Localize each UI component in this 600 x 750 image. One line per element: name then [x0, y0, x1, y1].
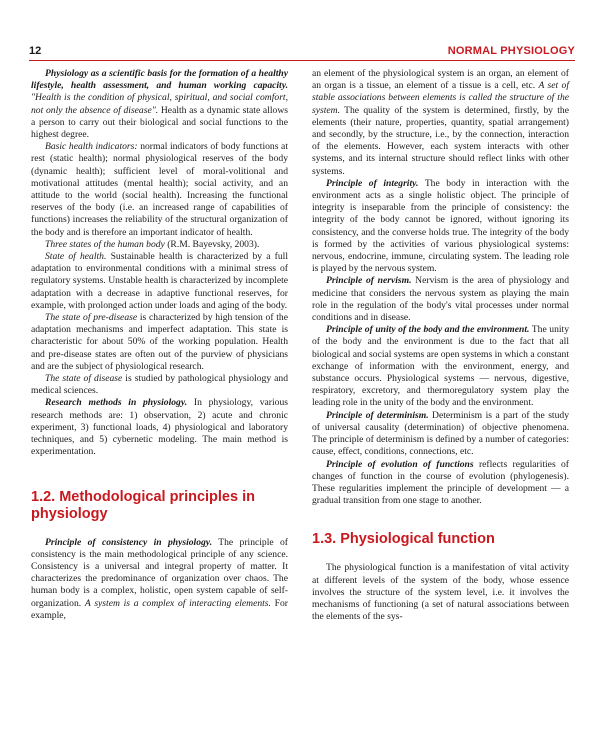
paragraph-evolution-of-functions — [312, 459, 569, 508]
page-header — [29, 43, 575, 59]
paragraph-text: is characterized by high tension of the adaptation mechanisms and imperfect adaptation. This state is characteristic for about 50% of the working population. Health and pre-disease states are often out of the purview of physicians and are the subject of physiological research. — [31, 312, 288, 372]
paragraph-lead: Principle of integrity. — [326, 177, 419, 189]
paragraph-unity-body-environment — [312, 324, 569, 409]
section-heading-1-3: 1.3. Physiological function — [312, 531, 495, 548]
section-heading-1-2: 1.2. Methodological principles in physiology — [31, 488, 255, 522]
system-definition: A system is a complex of interacting elements. — [84, 597, 271, 609]
paragraph-lead: Principle of determinism. — [326, 409, 429, 421]
paragraph-determinism — [312, 410, 569, 459]
paragraph-text: In physiology, various research methods are: 1) observation, 2) acute and chronic experiment, 3) functional loads, 4) physiological and laboratory techniques, and 5) cybernetic modeling. The main method is experimentation. — [31, 397, 288, 458]
right-column — [312, 68, 569, 623]
paragraph-text: normal indicators of body functions at rest (static health); normal physiological reserves of the body (dynamic health); sufficient level of moral-volitional and motivational attitudes (mental health); social activity, and an attitude to the world (social health). Increasing the functional reserves of the body (i.e. an increased range of capabilities of functions) increases the reliability of the structural organization of the body and is therefore an important indicator of health. — [31, 141, 288, 238]
health-definition-quote: "Health is the condition of physical, spiritual, and social comfort, not only the absence of disease". — [31, 92, 288, 116]
header-rule — [29, 60, 575, 61]
structure-definition: A set of stable associations between elements is called the structure of the system. — [312, 80, 569, 116]
left-column — [31, 68, 288, 622]
paragraph-text: The quality of the system is determined, firstly, by the elements (their nature, properties, quantity, spatial arrangement) and secondly, by the structure, i.e., by the connection, interaction of the elements. However, each system interacts with other systems, and its internal structure should reflect links with other systems. — [312, 104, 569, 177]
paragraph-health-basis — [31, 68, 288, 141]
paragraph-text: an element of the physiological system is an organ, an element of an organ is a tissue, an element of a tissue is a cell, etc. — [312, 68, 569, 92]
paragraph-lead: Research methods in physiology. — [45, 397, 188, 409]
paragraph-lead: Principle of unity of the body and the environment. — [326, 324, 530, 336]
paragraph-text: Determinism is a part of the study of universal causality (determination) of objective phenomena. The principle of determinism is defined by a number of categories: cause, effect, conditions, connections, etc. — [312, 409, 569, 458]
paragraph-lead: Principle of evolution of functions — [326, 458, 474, 470]
paragraph-text: Nervism is the area of physiology and medicine that considers the nervous system as playing the main role in the regulation of the body's vital processes under normal conditions and in disease. — [312, 275, 570, 324]
paragraph-pre-disease — [31, 312, 288, 373]
paragraph-text: The physiological function is a manifestation of vital activity at different levels of the system of the body, whose essence involves the structure of the system level, i.e. it involves the mechanisms of functioning (a set of natural associations between the elements of the sys- — [312, 562, 569, 623]
paragraph-lead: Principle of consistency in physiology. — [45, 536, 213, 548]
paragraph-text: reflects regularities of changes of function in the course of evolution (phylogenesis). These regularities implement the principle of development — a gradual transition from one stage to another. — [312, 458, 569, 507]
paragraph-three-states — [31, 239, 288, 251]
paragraph-text: (R.M. Bayevsky, 2003). — [164, 238, 260, 250]
paragraph-text: The unity of the body and the environment is due to the fact that all biological and social systems are open systems in which a constant exchange of information with the environment, energy, and substance occurs. Physiological systems — nervous, digestive, respiratory, excretory, and thermoregulatory system play the leading role in the unity of the body and the environment. — [312, 324, 569, 409]
paragraph-text: The body in interaction with the environment acts as a single holistic object. The principle of integrity is inseparable from the principle of consistency: the integrity of the body cannot be ignored, without ignoring its consistency, and the converse holds true. The integrity of the body is formed by the activities of various physiological systems: nervous, endocrine, immune, circulating system. The leading role is played by the nervous system. — [312, 177, 569, 275]
paragraph-disease — [31, 373, 288, 397]
paragraph-text: Sustainable health is characterized by a full adaptation to environmental conditions with a minimal stress of regulatory systems. Unstable health is characterized by incomplete adaptation with a decrease in adaptive functional reserves, for example, with prolonged action under loads and aging of the body. — [31, 251, 289, 311]
paragraph-lead: The state of disease — [45, 373, 123, 385]
paragraph-health-indicators — [31, 141, 288, 239]
paragraph-lead: Physiology as a scientific basis for the formation of a healthy lifestyle, health assessment, and human working capacity. — [31, 68, 288, 92]
paragraph-integrity — [312, 178, 569, 276]
paragraph-lead: The state of pre-disease — [45, 312, 138, 324]
paragraph-system-structure — [312, 68, 569, 178]
paragraph-text: is studied by pathological physiology and medical sciences. — [31, 373, 288, 397]
paragraph-lead: Basic health indicators: — [45, 141, 138, 153]
paragraph-state-of-health — [31, 251, 288, 312]
paragraph-lead: Three states of the human body — [45, 238, 165, 250]
paragraph-nervism — [312, 275, 569, 324]
paragraph-consistency — [31, 537, 288, 622]
paragraph-lead: Principle of nervism. — [326, 275, 412, 287]
paragraph-research-methods — [31, 397, 288, 458]
page-number: 12 — [29, 45, 42, 57]
paragraph-text: Health as a dynamic state allows a person to carry out their biological and social functions to the highest degree. — [31, 104, 288, 141]
paragraph-text: The principle of consistency is the main methodological principle of any science. Consistency is a universal and integral property of matter. It characterizes the predominance of organization over chaos. The human body is a complex, holistic, open system capable of self-organization. — [31, 536, 288, 609]
running-title: NORMAL PHYSIOLOGY — [447, 45, 575, 57]
paragraph-physiological-function — [312, 562, 569, 623]
paragraph-text: For example, — [31, 597, 288, 621]
paragraph-lead: State of health. — [45, 251, 107, 263]
